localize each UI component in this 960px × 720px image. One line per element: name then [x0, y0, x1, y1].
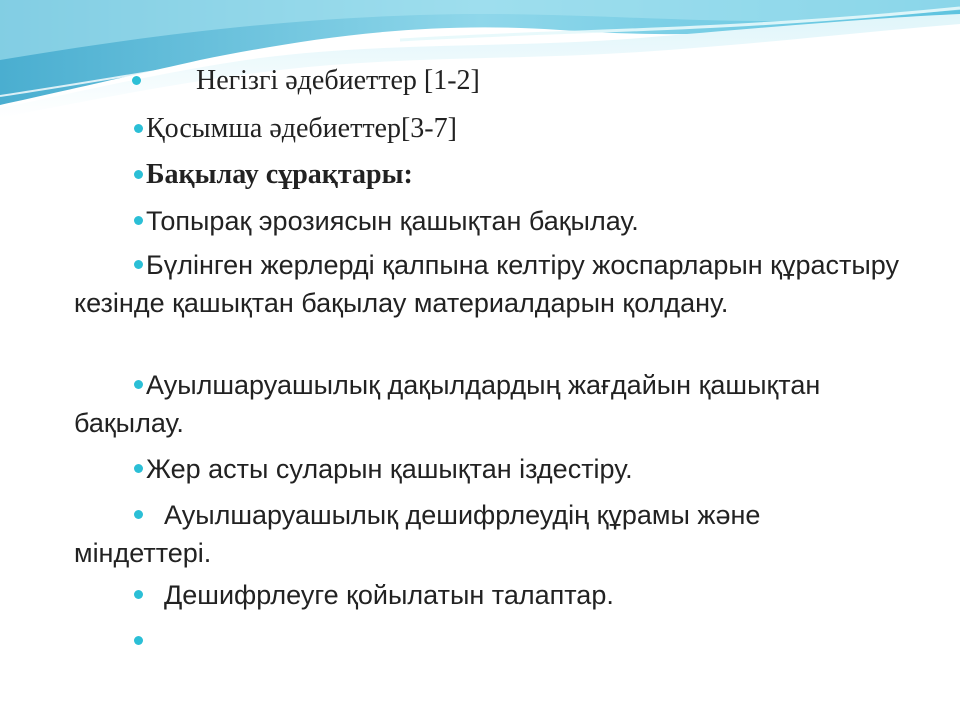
list-item [74, 496, 904, 572]
bullet-icon [134, 124, 143, 133]
list-item [74, 110, 904, 148]
list-item-text: Бүлінген жерлерді қалпына келтіру жоспарларын құрастыру кезінде қашықтан бақылау материалдарын қолдану. [74, 250, 900, 318]
bullet-icon [134, 636, 143, 645]
list-item-text: Жер асты суларын қашықтан іздестіру. [146, 454, 633, 484]
list-item-text: Топырақ эрозиясын қашықтан бақылау. [146, 206, 639, 236]
bullet-icon [134, 216, 143, 225]
bullet-icon [134, 170, 143, 179]
bullet-icon [134, 260, 143, 269]
list-item-text: Ауылшаруашылық дақылдардың жағдайын қашықтан бақылау. [74, 370, 821, 438]
list-item [74, 576, 904, 614]
list-item [74, 450, 904, 488]
list-item [74, 62, 904, 100]
bullet-icon [134, 510, 143, 519]
list-item [74, 366, 904, 442]
list-item-text: Бақылау сұрақтары: [146, 159, 413, 190]
list-item [74, 202, 904, 240]
bullet-icon [134, 380, 143, 389]
list-item-text: Қосымша әдебиеттер[3-7] [146, 113, 457, 144]
list-item [74, 156, 904, 194]
bullet-icon [134, 590, 143, 599]
list-item-text: Негізгі әдебиеттер [1-2] [196, 65, 480, 96]
bullet-icon [132, 76, 141, 85]
list-item [74, 246, 904, 322]
list-item-text: Ауылшаруашылық дешифрлеудің құрамы және міндеттері. [74, 500, 761, 568]
list-item-text: Дешифрлеуге қойылатын талаптар. [164, 580, 614, 610]
bullet-icon [134, 464, 143, 473]
